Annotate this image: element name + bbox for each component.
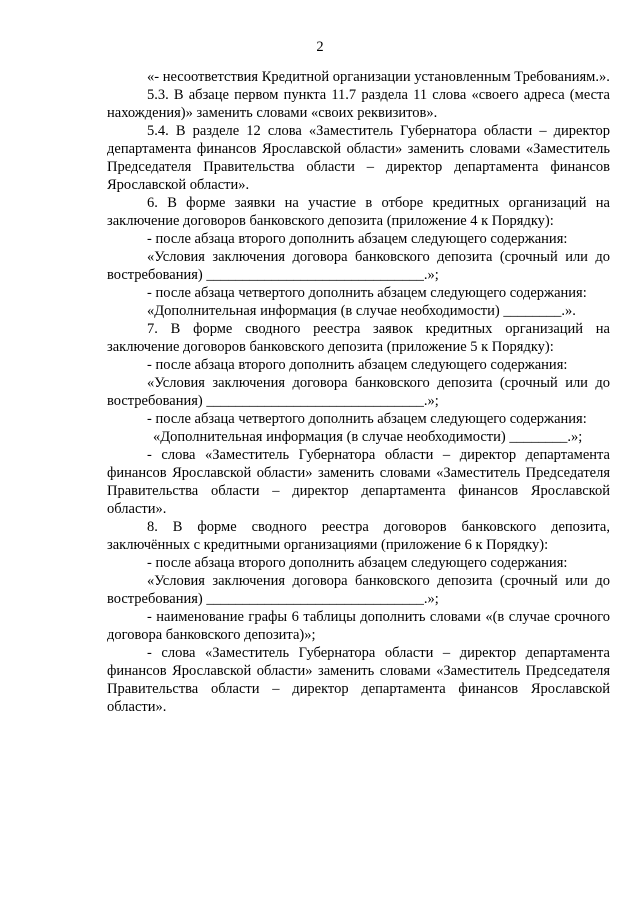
paragraph-6-item-1: - после абзаца второго дополнить абзацем следующего содержания: [147, 231, 568, 247]
paragraph-7-quote-1: «Условия заключения договора банковского депозита (срочный или до востребования) ______________________________.»; [107, 375, 610, 409]
paragraph-requirements-mismatch: «- несоответствия Кредитной организации установленным Требованиям.». [147, 69, 610, 85]
paragraph-6-quote-2: «Дополнительная информация (в случае необходимости) ________.». [147, 303, 576, 319]
paragraph-5-4: 5.4. В разделе 12 слова «Заместитель Губернатора области – директор департамента финансов Ярославской области» заменить словами «Заместитель Председателя Правительства области – директор департамента финансов Ярославской области». [107, 123, 610, 193]
paragraph-6-quote-1: «Условия заключения договора банковского депозита (срочный или до востребования) ______________________________.»; [107, 249, 610, 283]
paragraph-6-item-2: - после абзаца четвертого дополнить абзацем следующего содержания: [147, 285, 587, 301]
paragraph-8-item-2: - наименование графы 6 таблицы дополнить словами «(в случае срочного договора банковского депозита)»; [107, 609, 610, 643]
paragraph-7: 7. В форме сводного реестра заявок кредитных организаций на заключение договоров банковского депозита (приложение 5 к Порядку): [107, 321, 610, 355]
paragraph-5-3: 5.3. В абзаце первом пункта 11.7 раздела 11 слова «своего адреса (места нахождения)» заменить словами «своих реквизитов». [107, 87, 610, 121]
paragraph-7-item-1: - после абзаца второго дополнить абзацем следующего содержания: [147, 357, 568, 373]
paragraph-8-item-3: - слова «Заместитель Губернатора области – директор департамента финансов Ярославской области» заменить словами «Заместитель Председателя Правительства области – директор департамента финансов Ярославской области». [107, 645, 610, 715]
paragraph-7-quote-2: «Дополнительная информация (в случае необходимости) ________.»; [153, 429, 583, 445]
paragraph-8-quote-1: «Условия заключения договора банковского депозита (срочный или до востребования) ______________________________.»; [107, 573, 610, 607]
paragraph-8-item-1: - после абзаца второго дополнить абзацем следующего содержания: [147, 555, 568, 571]
paragraph-6: 6. В форме заявки на участие в отборе кредитных организаций на заключение договоров банковского депозита (приложение 4 к Порядку): [107, 195, 610, 229]
document-body [107, 68, 610, 716]
paragraph-8: 8. В форме сводного реестра договоров банковского депозита, заключённых с кредитными организациями (приложение 6 к Порядку): [107, 519, 610, 553]
paragraph-7-item-3: - слова «Заместитель Губернатора области – директор департамента финансов Ярославской области» заменить словами «Заместитель Председателя Правительства области – директор департамента финансов Ярославской области». [107, 447, 610, 517]
page-number: 2 [316, 39, 324, 55]
paragraph-7-item-2: - после абзаца четвертого дополнить абзацем следующего содержания: [147, 411, 587, 427]
